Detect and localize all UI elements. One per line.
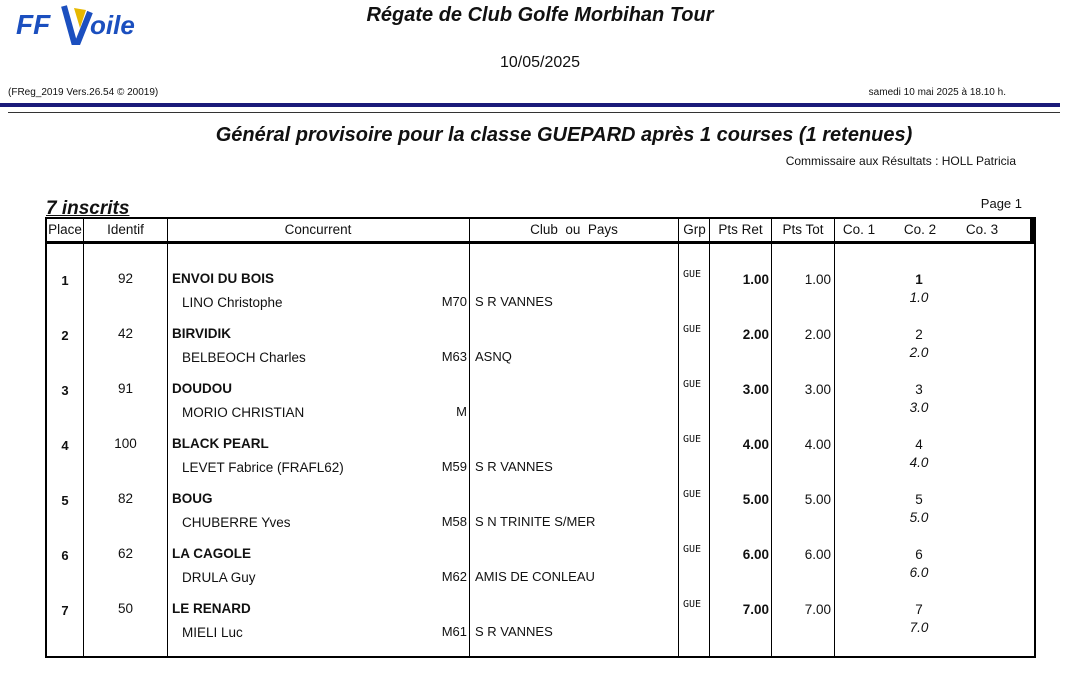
col-header-club: Club ou Pays [530,222,618,237]
cell-co1-rank: 3 [915,382,923,397]
results-commissioner: Commissaire aux Résultats : HOLL Patricia [785,154,1016,168]
cell-pts-ret: 4.00 [742,437,769,452]
cell-category: M59 [441,459,467,474]
col-header-place: Place [48,222,82,237]
header-divider [834,219,835,241]
cell-place: 7 [61,603,69,618]
cell-group: GUE [683,489,702,500]
cell-club: AMIS DE CONLEAU [475,569,595,584]
cell-skipper: BELBEOCH Charles [182,350,306,365]
cell-club: S N TRINITE S/MER [475,514,596,529]
cell-identif: 82 [117,491,134,506]
results-subtitle: Général provisoire pour la classe GUEPARD après 1 courses (1 retenues) [215,124,913,146]
cell-skipper: MIELI Luc [182,625,243,640]
header-divider [709,219,710,241]
table-row [47,486,1034,541]
cell-place: 1 [61,273,69,288]
cell-category: M70 [441,294,467,309]
col-header-co1: Co. 1 [842,222,876,237]
cell-co1-points: 7.0 [909,620,929,635]
cell-boat-name: DOUDOU [172,381,232,396]
col-header-pts-ret: Pts Ret [718,222,763,237]
table-row [47,596,1034,651]
cell-pts-tot: 6.00 [804,547,831,562]
table-row [47,541,1034,596]
cell-identif: 92 [117,271,134,286]
cell-co1-rank: 1 [915,272,923,287]
cell-skipper: LINO Christophe [182,295,283,310]
cell-place: 6 [61,548,69,563]
cell-boat-name: ENVOI DU BOIS [172,271,275,286]
cell-boat-name: BOUG [172,491,213,506]
header-divider [771,219,772,241]
col-header-co2: Co. 2 [903,222,937,237]
cell-co1-points: 5.0 [909,510,929,525]
cell-group: GUE [683,544,702,555]
cell-co1-rank: 4 [915,437,923,452]
cell-pts-tot: 4.00 [804,437,831,452]
header-divider [469,219,470,241]
cell-pts-ret: 5.00 [742,492,769,507]
cell-identif: 100 [114,436,137,451]
header-divider [678,219,679,241]
regatta-title: Régate de Club Golfe Morbihan Tour [366,4,714,26]
cell-identif: 50 [117,601,134,616]
cell-place: 2 [61,328,69,343]
cell-club: ASNQ [475,349,512,364]
cell-pts-tot: 5.00 [804,492,831,507]
cell-co1-rank: 2 [915,327,923,342]
table-header [47,219,1034,244]
cell-co1-rank: 5 [915,492,923,507]
software-version: (FReg_2019 Vers.26.54 © 20019) [8,87,159,98]
cell-club: S R VANNES [475,294,553,309]
cell-identif: 91 [117,381,134,396]
cell-pts-tot: 2.00 [804,327,831,342]
cell-category: M58 [441,514,467,529]
cell-category: M61 [441,624,467,639]
cell-boat-name: LE RENARD [172,601,251,616]
cell-co1-points: 6.0 [909,565,929,580]
cell-skipper: LEVET Fabrice (FRAFL62) [182,460,344,475]
cell-pts-ret: 6.00 [742,547,769,562]
cell-pts-ret: 3.00 [742,382,769,397]
header-divider [167,219,168,241]
header-divider-end [1030,219,1034,241]
regatta-date: 10/05/2025 [499,54,581,71]
cell-place: 5 [61,493,69,508]
cell-category: M62 [441,569,467,584]
cell-boat-name: BIRVIDIK [172,326,232,341]
col-header-pts-tot: Pts Tot [782,222,824,237]
cell-place: 3 [61,383,69,398]
cell-co1-points: 1.0 [909,290,929,305]
svg-text:FF: FF [16,9,51,40]
cell-club: S R VANNES [475,624,553,639]
cell-group: GUE [683,379,702,390]
cell-pts-ret: 7.00 [742,602,769,617]
cell-group: GUE [683,269,702,280]
cell-pts-tot: 7.00 [804,602,831,617]
results-table [45,217,1036,658]
cell-place: 4 [61,438,69,453]
cell-club: S R VANNES [475,459,553,474]
entrants-count: 7 inscrits [46,198,130,219]
cell-skipper: MORIO CHRISTIAN [182,405,305,420]
table-row [47,321,1034,376]
cell-identif: 42 [117,326,134,341]
cell-co1-rank: 7 [915,602,923,617]
cell-co1-points: 3.0 [909,400,929,415]
col-header-concurrent: Concurrent [284,222,352,237]
cell-pts-ret: 2.00 [742,327,769,342]
cell-identif: 62 [117,546,134,561]
header-rule-thin [8,112,1060,113]
cell-pts-tot: 3.00 [804,382,831,397]
cell-skipper: DRULA Guy [182,570,256,585]
cell-group: GUE [683,599,702,610]
col-header-co3: Co. 3 [965,222,999,237]
col-header-identif: Identif [107,222,144,237]
page-number: Page 1 [980,196,1022,211]
cell-co1-points: 2.0 [909,345,929,360]
cell-pts-ret: 1.00 [742,272,769,287]
header-divider [83,219,84,241]
table-row [47,431,1034,486]
cell-group: GUE [683,324,702,335]
cell-boat-name: LA CAGOLE [172,546,251,561]
cell-pts-tot: 1.00 [804,272,831,287]
cell-category: M63 [441,349,467,364]
cell-co1-rank: 6 [915,547,923,562]
print-timestamp: samedi 10 mai 2025 à 18.10 h. [868,87,1006,98]
svg-text:oile: oile [90,10,135,40]
cell-co1-points: 4.0 [909,455,929,470]
cell-group: GUE [683,434,702,445]
cell-boat-name: BLACK PEARL [172,436,269,451]
table-row [47,376,1034,431]
col-header-grp: Grp [683,222,706,237]
cell-category: M [456,404,467,419]
cell-skipper: CHUBERRE Yves [182,515,291,530]
table-row [47,266,1034,321]
header-rule [0,103,1060,107]
